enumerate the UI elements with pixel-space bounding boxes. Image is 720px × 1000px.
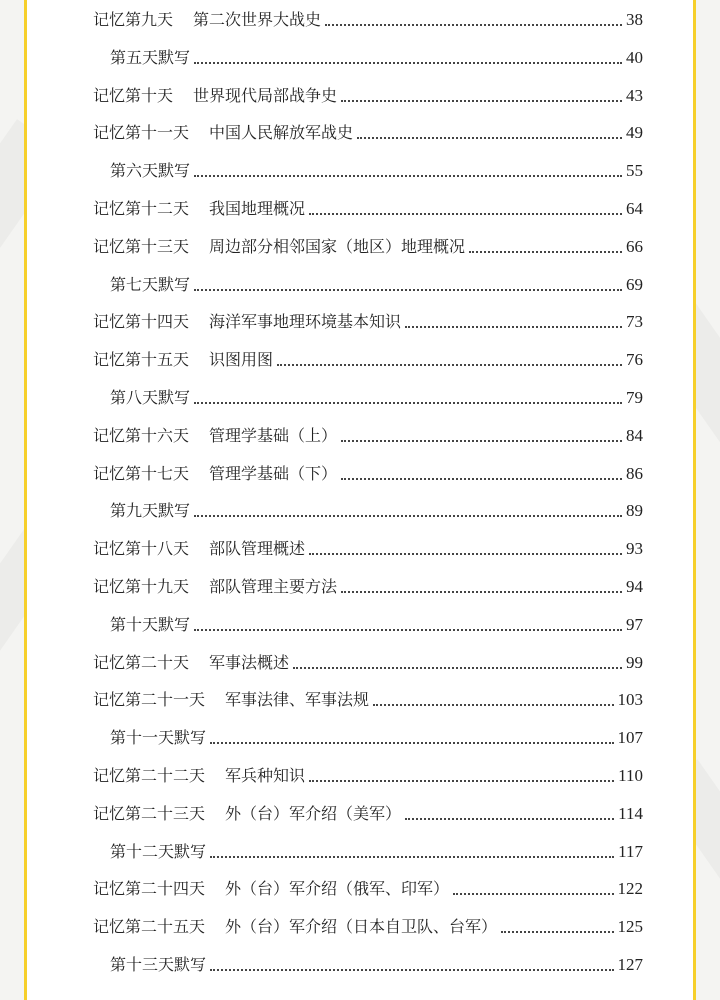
toc-chapter-entry[interactable] (93, 194, 643, 224)
toc-page-number: 86 (626, 463, 643, 483)
toc-page-number: 66 (626, 236, 643, 256)
toc-entry-day: 记忆第十天 (93, 85, 174, 105)
toc-entry-day: 记忆第二十四天 (93, 879, 206, 899)
toc-entry-day: 记忆第十八天 (93, 539, 190, 559)
toc-page-number: 76 (626, 350, 643, 370)
toc-page-number: 79 (626, 388, 643, 407)
toc-entry-title: 部队管理主要方法 (209, 577, 338, 596)
toc-page-number: 122 (617, 879, 643, 899)
toc-page-number: 125 (617, 917, 643, 937)
toc-entry-title: 外（台）军介绍（俄军、印军） (225, 879, 450, 899)
toc-entry-day: 第十天默写 (110, 614, 191, 634)
toc-review-entry[interactable] (93, 270, 643, 300)
toc-page-number: 38 (626, 10, 643, 29)
toc-entry-day: 记忆第十五天 (93, 350, 190, 370)
toc-dot-leader (309, 212, 622, 215)
toc-dot-leader (453, 892, 613, 895)
toc-dot-leader (405, 817, 614, 820)
toc-entry-title: 部队管理概述 (209, 539, 306, 559)
toc-page-number: 73 (626, 312, 643, 332)
toc-entry-day: 记忆第二十一天 (93, 690, 206, 710)
toc-dot-leader (194, 174, 622, 177)
toc-entry-day: 第十二天默写 (110, 841, 207, 861)
toc-review-entry[interactable] (93, 496, 643, 526)
toc-entry-day: 记忆第二十三天 (93, 803, 206, 823)
toc-page-number: 43 (626, 85, 643, 105)
toc-review-entry[interactable] (93, 610, 643, 640)
toc-dot-leader (357, 136, 622, 139)
toc-chapter-entry[interactable] (93, 232, 643, 262)
toc-page-number: 103 (617, 690, 643, 710)
toc-dot-leader (341, 590, 622, 593)
toc-entry-title: 军事法概述 (209, 652, 290, 672)
toc-chapter-entry[interactable] (93, 912, 643, 942)
toc-page-number: 110 (618, 766, 643, 785)
toc-dot-leader (194, 288, 622, 291)
toc-dot-leader (277, 363, 622, 366)
toc-entry-day: 第六天默写 (110, 161, 191, 181)
toc-page-number: 99 (626, 652, 643, 672)
toc-dot-leader (469, 250, 622, 253)
toc-entry-day: 第八天默写 (110, 388, 191, 407)
toc-page-number: 107 (617, 728, 643, 748)
toc-entry-day: 记忆第二十天 (93, 652, 190, 672)
toc-entry-day: 记忆第十二天 (93, 199, 190, 218)
left-yellow-border (24, 0, 27, 1000)
toc-chapter-entry[interactable] (93, 761, 643, 791)
toc-entry-day: 记忆第十四天 (93, 312, 190, 332)
toc-entry-title: 世界现代局部战争史 (193, 85, 338, 105)
toc-chapter-entry[interactable] (93, 534, 643, 564)
toc-dot-leader (341, 439, 622, 442)
toc-dot-leader (325, 23, 622, 26)
toc-entry-title: 军事法律、军事法规 (225, 690, 370, 710)
toc-dot-leader (210, 855, 614, 858)
toc-review-entry[interactable] (93, 837, 643, 867)
toc-dot-leader (501, 930, 613, 933)
toc-chapter-entry[interactable] (93, 345, 643, 375)
toc-chapter-entry[interactable] (93, 459, 643, 489)
toc-entry-title: 第二次世界大战史 (193, 10, 322, 29)
toc-chapter-entry[interactable] (93, 572, 643, 602)
toc-chapter-entry[interactable] (93, 118, 643, 148)
toc-review-entry[interactable] (93, 950, 643, 980)
toc-entry-title: 识图用图 (209, 350, 274, 370)
toc-review-entry[interactable] (93, 156, 643, 186)
toc-dot-leader (194, 401, 622, 404)
toc-entry-title: 海洋军事地理环境基本知识 (209, 312, 402, 332)
toc-chapter-entry[interactable] (93, 81, 643, 111)
toc-chapter-entry[interactable] (93, 648, 643, 678)
toc-entry-title: 管理学基础（上） (209, 425, 338, 445)
toc-entry-title: 外（台）军介绍（美军） (225, 803, 402, 823)
toc-entry-day: 第十三天默写 (110, 955, 207, 974)
toc-dot-leader (341, 477, 622, 480)
toc-entry-day: 记忆第十六天 (93, 425, 190, 445)
toc-page-number: 55 (626, 161, 643, 181)
toc-review-entry[interactable] (93, 723, 643, 753)
toc-page-number: 117 (618, 841, 643, 861)
toc-chapter-entry[interactable] (93, 799, 643, 829)
toc-page-number: 40 (626, 47, 643, 67)
toc-dot-leader (405, 325, 622, 328)
toc-dot-leader (194, 514, 622, 517)
toc-page-number: 97 (626, 614, 643, 634)
toc-review-entry[interactable] (93, 383, 643, 413)
toc-chapter-entry[interactable] (93, 5, 643, 35)
toc-page-number: 93 (626, 539, 643, 559)
toc-page-number: 69 (626, 274, 643, 294)
toc-entry-day: 记忆第二十五天 (93, 917, 206, 937)
toc-review-entry[interactable] (93, 43, 643, 73)
toc-dot-leader (210, 968, 613, 971)
toc-entry-day: 第九天默写 (110, 501, 191, 521)
toc-chapter-entry[interactable] (93, 421, 643, 451)
toc-page-number: 64 (626, 199, 643, 218)
toc-page-number: 94 (626, 577, 643, 596)
toc-entry-day: 记忆第十七天 (93, 463, 190, 483)
toc-dot-leader (341, 99, 622, 102)
toc-chapter-entry[interactable] (93, 685, 643, 715)
toc-entry-day: 第十一天默写 (110, 728, 207, 748)
toc-entry-title: 军兵种知识 (225, 766, 306, 785)
toc-entry-title: 管理学基础（下） (209, 463, 338, 483)
toc-dot-leader (309, 779, 614, 782)
toc-dot-leader (293, 666, 622, 669)
toc-chapter-entry[interactable] (93, 874, 643, 904)
toc-entry-day: 记忆第十三天 (93, 236, 190, 256)
toc-dot-leader (309, 552, 622, 555)
toc-page-number: 89 (626, 501, 643, 521)
toc-entry-day: 记忆第九天 (93, 10, 174, 29)
toc-page-number: 84 (626, 425, 643, 445)
toc-entry-day: 第五天默写 (110, 47, 191, 67)
toc-dot-leader (373, 703, 613, 706)
toc-entry-title: 中国人民解放军战史 (209, 123, 354, 143)
toc-page-number: 127 (617, 955, 643, 974)
toc-page-number: 114 (618, 803, 643, 823)
toc-entry-day: 记忆第十九天 (93, 577, 190, 596)
toc-dot-leader (210, 741, 613, 744)
toc-chapter-entry[interactable] (93, 307, 643, 337)
toc-entry-day: 记忆第十一天 (93, 123, 190, 143)
toc-page-number: 49 (626, 123, 643, 143)
toc-dot-leader (194, 628, 622, 631)
toc-entry-day: 第七天默写 (110, 274, 191, 294)
toc-entry-title: 我国地理概况 (209, 199, 306, 218)
toc-entry-day: 记忆第二十二天 (93, 766, 206, 785)
right-yellow-border (693, 0, 696, 1000)
toc-entry-title: 外（台）军介绍（日本自卫队、台军） (225, 917, 498, 937)
toc-entry-title: 周边部分相邻国家（地区）地理概况 (209, 236, 466, 256)
toc-dot-leader (194, 61, 622, 64)
